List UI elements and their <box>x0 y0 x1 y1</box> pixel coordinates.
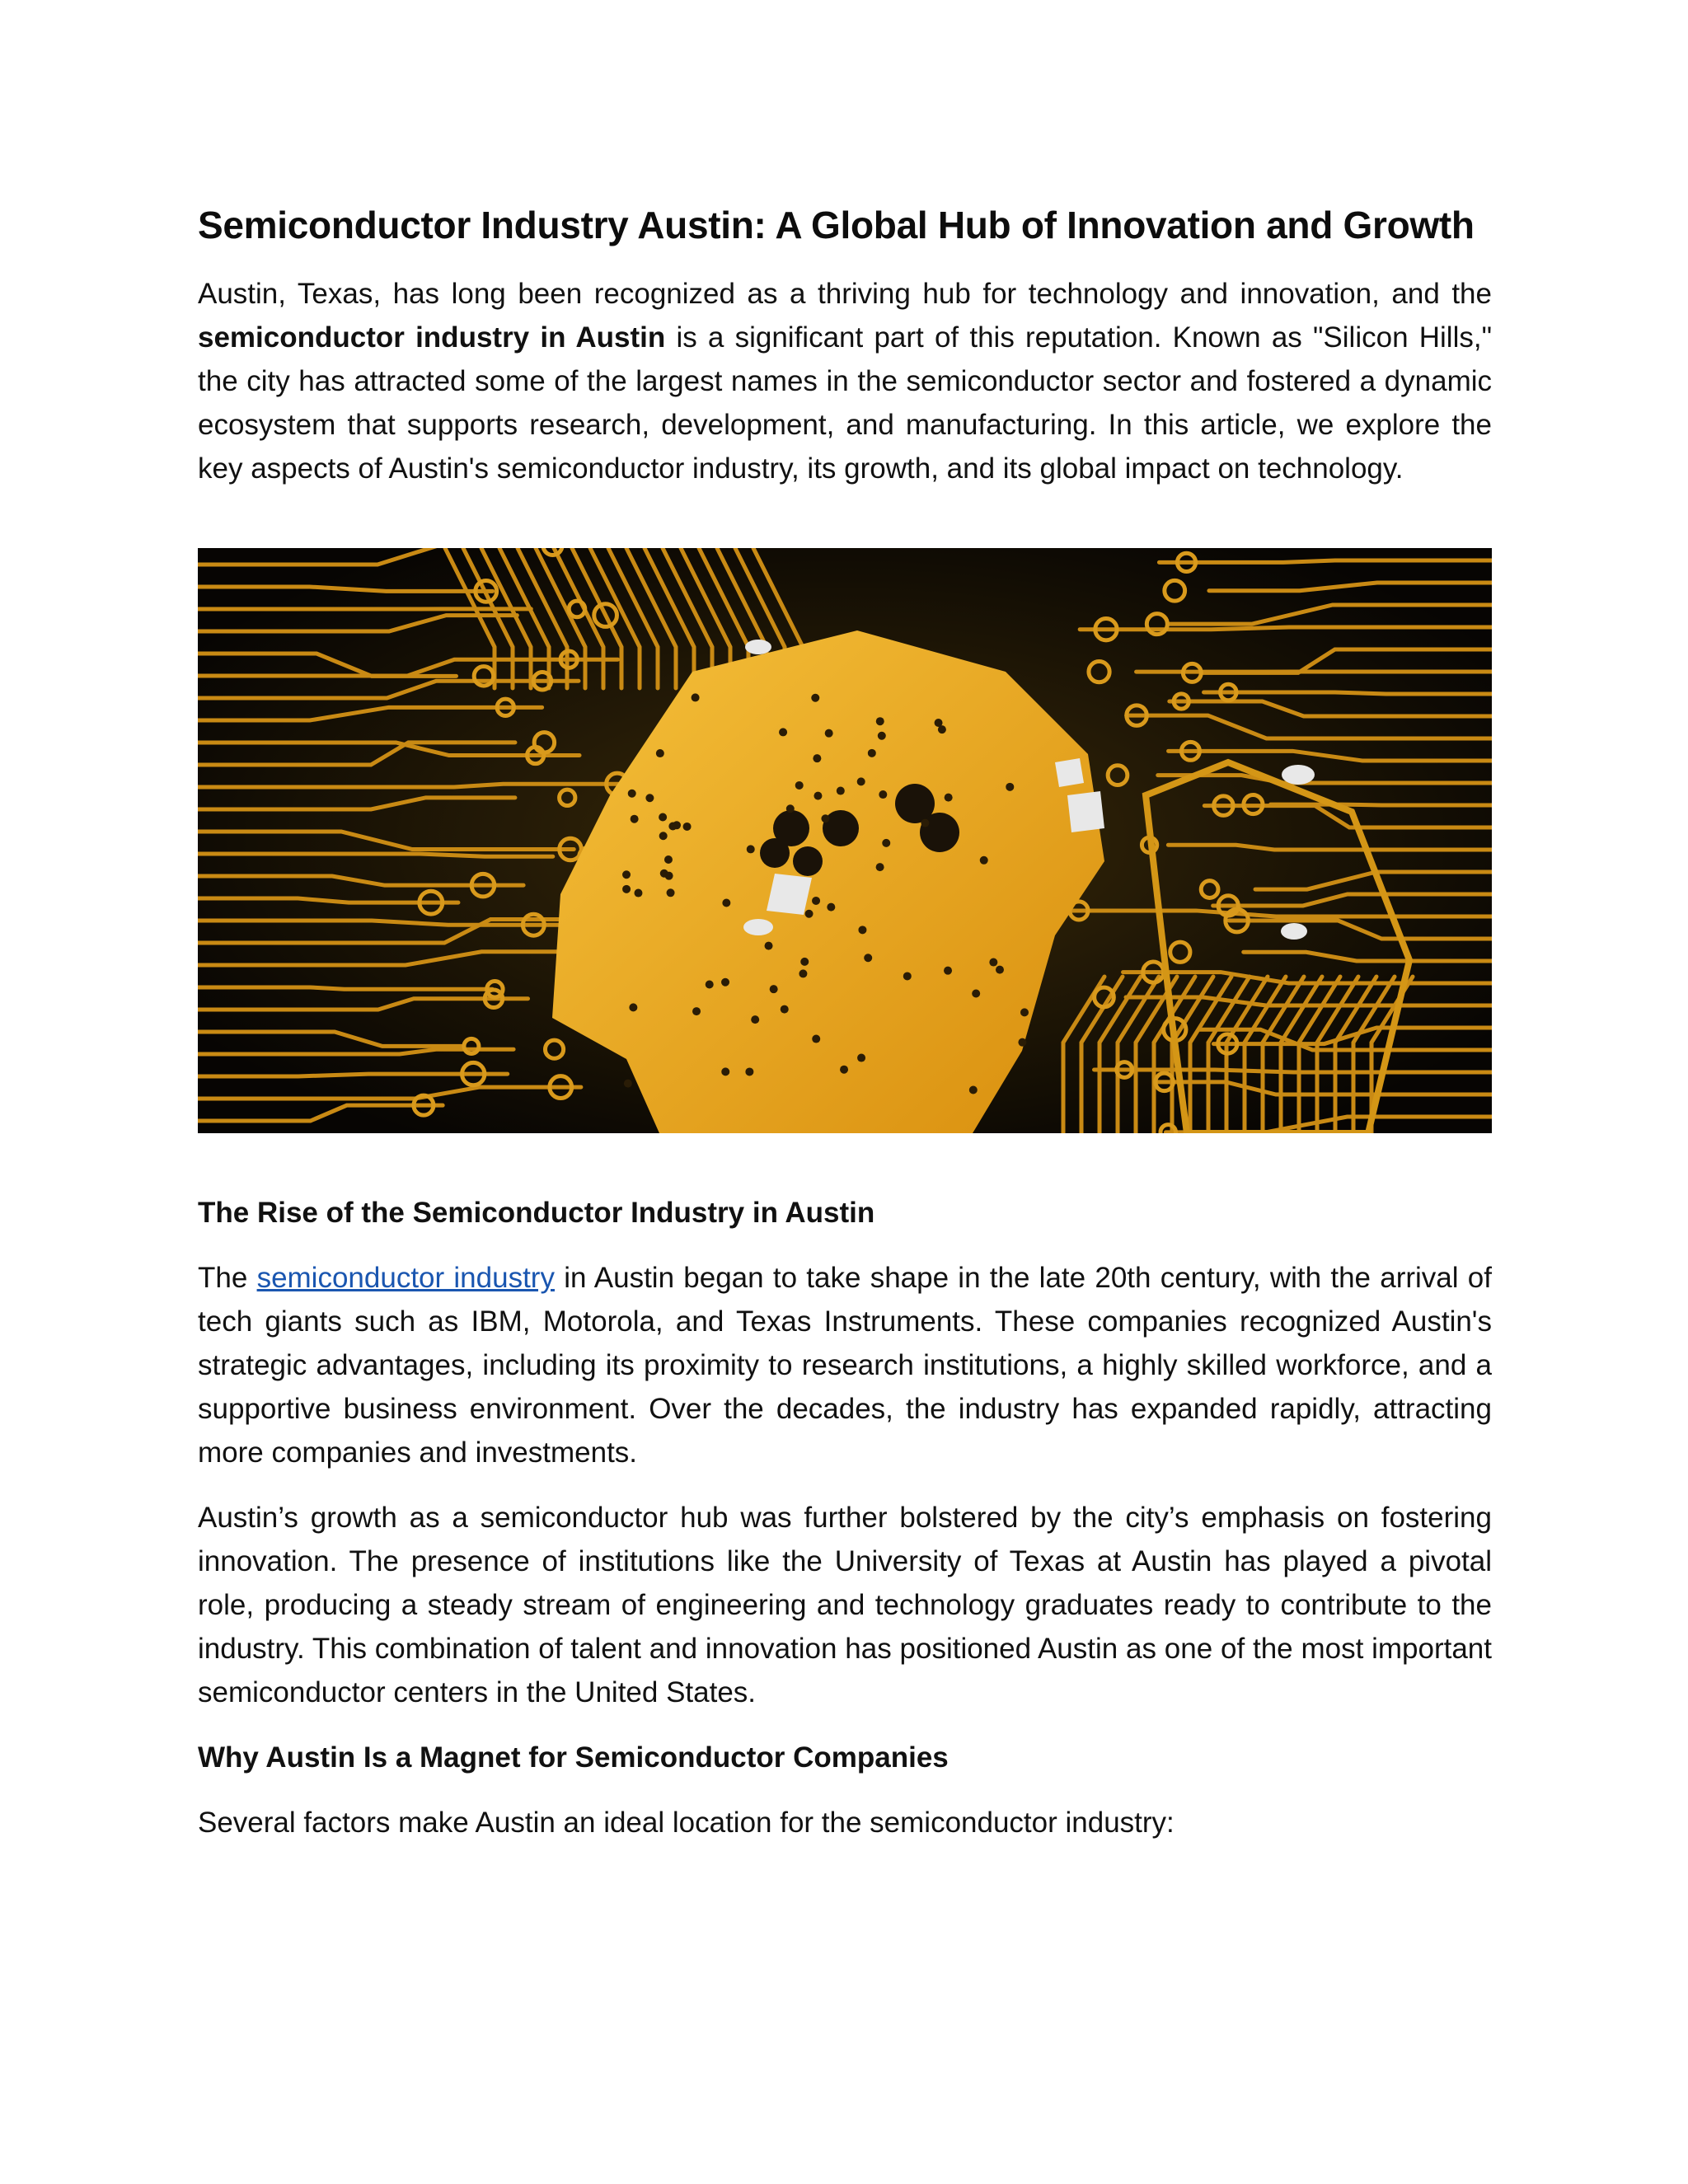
rise-paragraph-2: Austin’s growth as a semiconductor hub was further bolstered by the city’s emphasis on fostering innovation. The presence of institutions like the University of Texas at Austin has played a pivotal role, producing a steady stream of engineering and technology graduates ready to contribute to the industry. This combination of talent and innovation has positioned Austin as one of the most important semiconductor centers in the United States. <box>198 1502 1492 1708</box>
rise-p1-pre: The <box>198 1262 257 1294</box>
section-heading-why: Why Austin Is a Magnet for Semiconductor Companies <box>198 1741 949 1774</box>
why-paragraph-1: Several factors make Austin an ideal location for the semiconductor industry: <box>198 1807 1175 1839</box>
document-page <box>198 198 1492 1844</box>
intro-paragraph <box>198 272 1492 490</box>
section-heading-rise: The Rise of the Semiconductor Industry in Austin <box>198 1197 875 1229</box>
intro-text-2: is a significant part of this reputation. Known as "Silicon Hills," the city has attracted some of the largest names in the semiconductor sector and fostered a dynamic ecosystem that supports research, development, and manufacturing. In this article, we explore the key aspects of Austin's semiconductor industry, its growth, and its global impact on technology. <box>198 321 1492 485</box>
semiconductor-industry-link[interactable]: semiconductor industry <box>256 1262 555 1294</box>
circuit-board-image <box>198 548 1492 1133</box>
intro-text-1: Austin, Texas, has long been recognized as a thriving hub for technology and innovation, and the <box>198 278 1492 310</box>
rise-paragraph-1 <box>198 1256 1492 1474</box>
article-title: Semiconductor Industry Austin: A Global Hub of Innovation and Growth <box>198 204 1475 246</box>
intro-bold-keyword: semiconductor industry in Austin <box>198 321 666 354</box>
rise-p1-post: in Austin began to take shape in the late 20th century, with the arrival of tech giants such as IBM, Motorola, and Texas Instruments. These companies recognized Austin's strategic advantages, including its proximity to research institutions, a highly skilled workforce, and a supportive business environment. Over the decades, the industry has expanded rapidly, attracting more companies and investments. <box>198 1262 1492 1469</box>
